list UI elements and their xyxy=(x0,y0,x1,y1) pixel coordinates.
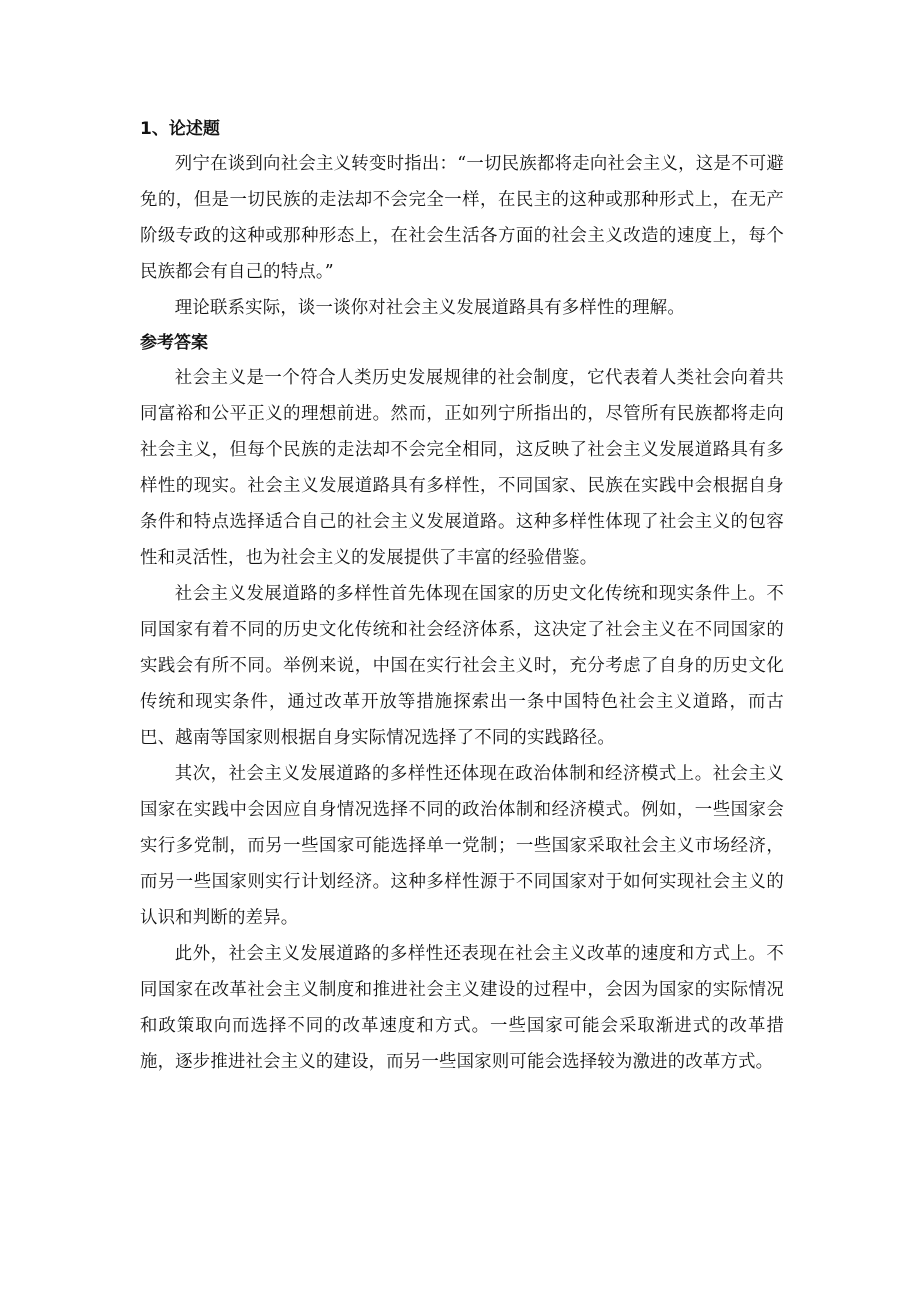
document-page xyxy=(140,112,784,1080)
answer-paragraph-3: 其次，社会主义发展道路的多样性还体现在政治体制和经济模式上。社会主义国家在实践中会因应自身情况选择不同的政治体制和经济模式。例如，一些国家会实行多党制，而另一些国家可能选择单一党制；一些国家采取社会主义市场经济，而另一些国家则实行计划经济。这种多样性源于不同国家对于如何实现社会主义的认识和判断的差异。 xyxy=(140,764,784,928)
answer-paragraph-2: 社会主义发展道路的多样性首先体现在国家的历史文化传统和现实条件上。不同国家有着不同的历史文化传统和社会经济体系，这决定了社会主义在不同国家的实践会有所不同。举例来说，中国在实行社会主义时，充分考虑了自身的历史文化传统和现实条件，通过改革开放等措施探索出一条中国特色社会主义道路，而古巴、越南等国家则根据自身实际情况选择了不同的实践路径。 xyxy=(140,584,784,748)
answer-paragraph-1: 社会主义是一个符合人类历史发展规律的社会制度，它代表着人类社会向着共同富裕和公平正义的理想前进。然而，正如列宁所指出的，尽管所有民族都将走向社会主义，但每个民族的走法却不会完全相同，这反映了社会主义发展道路具有多样性的现实。社会主义发展道路具有多样性，不同国家、民族在实践中会根据自身条件和特点选择适合自己的社会主义发展道路。这种多样性体现了社会主义的包容性和灵活性，也为社会主义的发展提供了丰富的经验借鉴。 xyxy=(140,368,784,568)
question-section xyxy=(140,112,784,326)
question-heading: 1、论述题 xyxy=(140,119,220,139)
question-prompt-paragraph: 理论联系实际，谈一谈你对社会主义发展道路具有多样性的理解。 xyxy=(174,298,685,318)
answer-section xyxy=(140,326,784,1080)
answer-paragraph-4: 此外，社会主义发展道路的多样性还表现在社会主义改革的速度和方式上。不同国家在改革社会主义制度和推进社会主义建设的过程中，会因为国家的实际情况和政策取向而选择不同的改革速度和方式。一些国家可能会采取渐进式的改革措施，逐步推进社会主义的建设，而另一些国家则可能会选择较为激进的改革方式。 xyxy=(140,944,784,1072)
question-quote-paragraph: 列宁在谈到向社会主义转变时指出：“一切民族都将走向社会主义，这是不可避免的，但是一切民族的走法却不会完全一样，在民主的这种或那种形式上，在无产阶级专政的这种或那种形态上，在社会生活各方面的社会主义改造的速度上，每个民族都会有自己的特点。” xyxy=(140,154,784,282)
answer-heading: 参考答案 xyxy=(140,333,208,353)
